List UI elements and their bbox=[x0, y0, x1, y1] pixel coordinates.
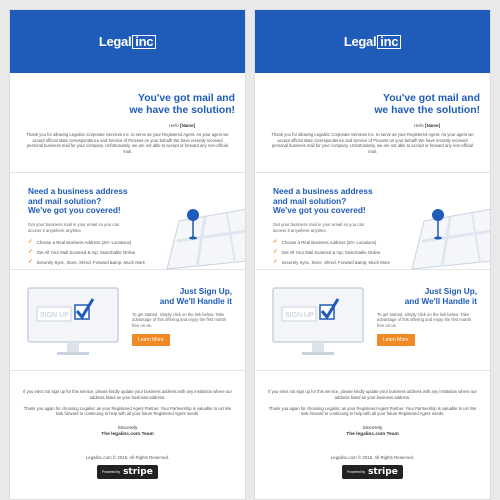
closing-paragraph-2: Thank you again for choosing Legalinc as your Registered Agent Partner. Your Partnership is valuable to us! We look forward to continuing to help with all your future Registered Agent needs. bbox=[268, 405, 477, 417]
check-icon: ✓ bbox=[273, 249, 278, 256]
map-pin-illustration bbox=[402, 203, 491, 273]
stripe-badge[interactable]: Powered by stripe bbox=[97, 465, 158, 479]
check-icon: ✓ bbox=[273, 239, 278, 246]
hero-section bbox=[255, 73, 490, 154]
legalinc-logo[interactable] bbox=[344, 34, 401, 49]
legalinc-logo[interactable] bbox=[99, 34, 156, 49]
monitor-illustration bbox=[272, 287, 364, 359]
feature-item: ✓ Get All Your Mail Scanned & mp; Searchable Online bbox=[28, 249, 136, 256]
address-subtitle: Get your business mail in your email so you can access it anywhere anytime. bbox=[28, 221, 120, 233]
footer bbox=[255, 455, 490, 479]
closing-paragraph-1: If you elect not sign up for this service, please kindly update your business address with any institution where our address listed as your business address. bbox=[268, 389, 477, 400]
greeting: Hello [Name] bbox=[168, 123, 195, 128]
intro-text: Thank you for allowing Legalinc Corporate Services Inc. to serve as your Registered Agent. As your agent we accept official state correspondence and Service of Process on your behalf! We have recently received personal business mail for your company. Unfortunately, we are not able to accept or forward any non-official mail. bbox=[271, 132, 474, 154]
hero-title: You've got mail and we have the solution! bbox=[374, 93, 480, 116]
signup-section bbox=[255, 270, 490, 370]
signup-title: Just Sign Up, and We'll Handle it bbox=[159, 287, 232, 306]
closing-paragraph-2: Thank you again for choosing Legalinc as your Registered Agent Partner. Your Partnership is valuable to us! We look forward to continuing to help with all your future Registered Agent needs. bbox=[23, 405, 232, 417]
screen-signup-text: SIGN UP bbox=[285, 312, 314, 320]
closing-paragraph-1: If you elect not sign up for this service, please kindly update your business address with any institution where our address listed as your business address. bbox=[23, 389, 232, 400]
signup-text bbox=[132, 287, 232, 346]
greeting: Hello [Name] bbox=[413, 123, 440, 128]
signup-text bbox=[377, 287, 477, 346]
feature-item: ✓ Securely Sync, Store, Shred, Forward &amp; Much More bbox=[273, 259, 391, 266]
intro-text: Thank you for allowing Legalinc Corporate Services Inc. to serve as your Registered Agent. As your agent we accept official state correspondence and Service of Process on your behalf! We have recently received personal business mail for your company. Unfortunately, we are not able to accept or forward any non-official mail. bbox=[26, 132, 229, 154]
address-subtitle: Get your business mail in your email so you can access it anywhere anytime. bbox=[273, 221, 365, 233]
address-title: Need a business address and mail solution? We've got you covered! bbox=[273, 186, 373, 215]
check-icon: ✓ bbox=[28, 249, 33, 256]
signature: Sincerely The legalinc.com Team bbox=[346, 425, 399, 437]
signup-body: To get started, simply click on the link below. Take advantage of this offering and enjoy the first month free on us. bbox=[377, 311, 471, 328]
signup-section bbox=[10, 270, 245, 370]
logo-text: Legal bbox=[98, 34, 132, 49]
learn-more-button[interactable]: Learn More bbox=[132, 334, 170, 346]
footer bbox=[10, 455, 245, 479]
check-icon: ✓ bbox=[28, 259, 33, 266]
screen-signup-text: SIGN UP bbox=[40, 312, 69, 320]
address-section bbox=[10, 173, 245, 269]
logo-text: Legal bbox=[343, 34, 377, 49]
stripe-badge[interactable]: Powered by stripe bbox=[342, 465, 403, 479]
address-section bbox=[255, 173, 490, 269]
map-pin-illustration bbox=[157, 203, 246, 273]
closing-section bbox=[10, 371, 245, 437]
email-header bbox=[255, 10, 490, 73]
copyright-text: Legalinc.com © 2015. All Rights Reserved. bbox=[330, 454, 415, 460]
feature-item: ✓ Get All Your Mail Scanned & mp; Searchable Online bbox=[273, 249, 381, 256]
feature-item: ✓ Choose a Real Business Address (20+ Locations) bbox=[273, 239, 377, 246]
learn-more-button[interactable]: Learn More bbox=[377, 334, 415, 346]
logo-box-text: inc bbox=[377, 35, 401, 49]
email-header bbox=[10, 10, 245, 73]
monitor-illustration bbox=[27, 287, 119, 359]
signature: Sincerely The legalinc.com Team bbox=[101, 425, 154, 437]
check-icon: ✓ bbox=[28, 239, 33, 246]
check-icon: ✓ bbox=[273, 259, 278, 266]
closing-section bbox=[255, 371, 490, 437]
logo-box-text: inc bbox=[132, 35, 156, 49]
email-preview-left bbox=[9, 9, 246, 500]
signup-title: Just Sign Up, and We'll Handle it bbox=[404, 287, 477, 306]
address-title: Need a business address and mail solution? We've got you covered! bbox=[28, 186, 128, 215]
signup-body: To get started, simply click on the link below. Take advantage of this offering and enjoy the first month free on us. bbox=[132, 311, 226, 328]
hero-section bbox=[10, 73, 245, 154]
feature-item: ✓ Choose a Real Business Address (20+ Locations) bbox=[28, 239, 132, 246]
hero-title: You've got mail and we have the solution! bbox=[129, 93, 235, 116]
copyright-text: Legalinc.com © 2015. All Rights Reserved. bbox=[85, 454, 170, 460]
feature-item: ✓ Securely Sync, Store, Shred, Forward &amp; Much More bbox=[28, 259, 146, 266]
email-preview-right bbox=[254, 9, 491, 500]
